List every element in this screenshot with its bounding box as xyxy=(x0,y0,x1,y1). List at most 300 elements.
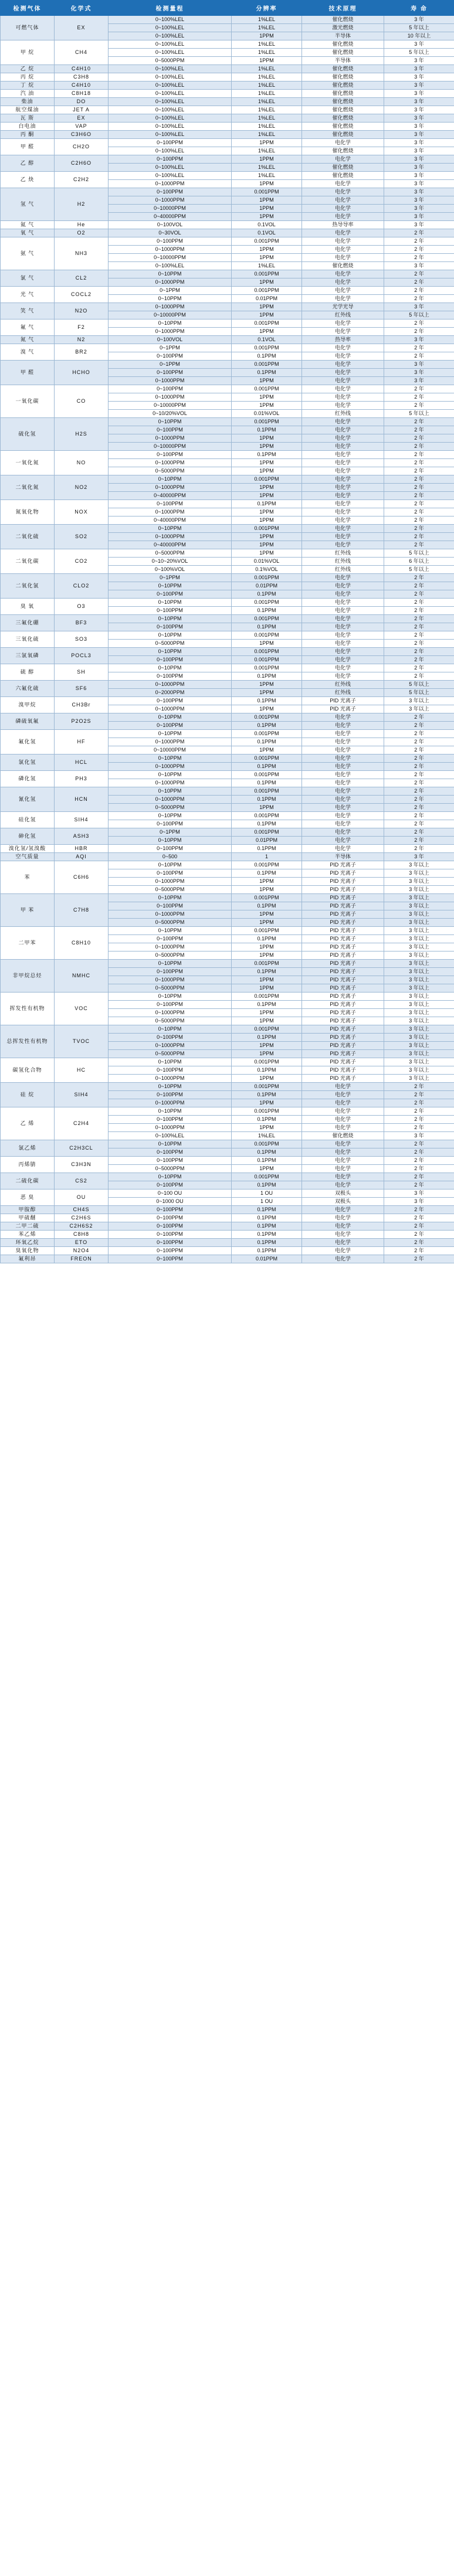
lifetime-cell: 2 年 xyxy=(384,648,454,656)
range-cell: 0~5000PPM xyxy=(109,886,232,894)
lifetime-cell: 2 年 xyxy=(384,270,454,278)
technology-cell: 电化学 xyxy=(302,426,384,434)
range-cell: 0~10/20%VOL xyxy=(109,410,232,418)
range-cell: 0~5000PPM xyxy=(109,804,232,812)
formula-cell: CH3Br xyxy=(55,697,109,713)
resolution-cell: 0.1PPM xyxy=(232,1091,302,1099)
lifetime-cell: 2 年 xyxy=(384,451,454,459)
formula-cell: BF3 xyxy=(55,615,109,631)
formula-cell: VAP xyxy=(55,123,109,131)
lifetime-cell: 3 年以上 xyxy=(384,697,454,705)
lifetime-cell: 3 年以上 xyxy=(384,878,454,886)
technology-cell: 催化燃烧 xyxy=(302,90,384,98)
gas-name-cell: 甲 醛 xyxy=(1,139,55,155)
formula-cell: C3H8 xyxy=(55,73,109,81)
technology-cell: 电化学 xyxy=(302,763,384,771)
range-cell: 0~10000PPM xyxy=(109,443,232,451)
range-cell: 0~10PPM xyxy=(109,320,232,328)
lifetime-cell: 3 年以上 xyxy=(384,976,454,984)
lifetime-cell: 2 年 xyxy=(384,820,454,828)
technology-cell: PID 光离子 xyxy=(302,1058,384,1066)
lifetime-cell: 3 年 xyxy=(384,98,454,106)
header-gas-name: 检测气体 xyxy=(1,1,55,16)
technology-cell: 电化学 xyxy=(302,188,384,196)
formula-cell: C2H6O xyxy=(55,155,109,172)
gas-name-cell: 氰化氢 xyxy=(1,787,55,812)
lifetime-cell: 2 年 xyxy=(384,664,454,672)
technology-cell: 热导导率 xyxy=(302,221,384,229)
range-cell: 0~100VOL xyxy=(109,221,232,229)
technology-cell: 电化学 xyxy=(302,738,384,746)
table-row xyxy=(1,1107,454,1116)
table-row xyxy=(1,270,454,278)
resolution-cell: 1PPM xyxy=(232,213,302,221)
technology-cell: 红外线 xyxy=(302,689,384,697)
resolution-cell: 0.001PPM xyxy=(232,993,302,1001)
technology-cell: 双极头 xyxy=(302,1190,384,1198)
table-row xyxy=(1,81,454,90)
resolution-cell: 0.1PPM xyxy=(232,1181,302,1190)
range-cell: 0~100PPM xyxy=(109,1239,232,1247)
resolution-cell: 1PPM xyxy=(232,878,302,886)
range-cell: 0~1000PPM xyxy=(109,779,232,787)
resolution-cell: 0.1PPM xyxy=(232,845,302,853)
resolution-cell: 1PPM xyxy=(232,155,302,164)
resolution-cell: 1PPM xyxy=(232,804,302,812)
resolution-cell: 1PPM xyxy=(232,508,302,516)
lifetime-cell: 2 年 xyxy=(384,590,454,599)
lifetime-cell: 3 年 xyxy=(384,172,454,180)
gas-name-cell: 笑 气 xyxy=(1,303,55,320)
resolution-cell: 0.1VOL xyxy=(232,336,302,344)
technology-cell: 电化学 xyxy=(302,1107,384,1116)
range-cell: 0~100PPM xyxy=(109,1222,232,1231)
gas-name-cell: 溴 气 xyxy=(1,344,55,361)
lifetime-cell: 2 年 xyxy=(384,607,454,615)
range-cell: 0~100PPM xyxy=(109,352,232,361)
technology-cell: 电化学 xyxy=(302,1231,384,1239)
technology-cell: 电化学 xyxy=(302,344,384,352)
technology-cell: 电化学 xyxy=(302,196,384,205)
technology-cell: 电化学 xyxy=(302,787,384,796)
resolution-cell: 1PPM xyxy=(232,1009,302,1017)
table-row xyxy=(1,131,454,139)
table-row xyxy=(1,648,454,656)
formula-cell: CL2 xyxy=(55,270,109,287)
range-cell: 0~10PPM xyxy=(109,270,232,278)
resolution-cell: 1%LEL xyxy=(232,40,302,49)
lifetime-cell: 3 年 xyxy=(384,853,454,861)
lifetime-cell: 2 年 xyxy=(384,574,454,582)
technology-cell: PID 光离子 xyxy=(302,943,384,951)
gas-name-cell: 甲胺醇 xyxy=(1,1206,55,1214)
range-cell: 0~100%LEL xyxy=(109,262,232,270)
table-row xyxy=(1,65,454,73)
formula-cell: ETO xyxy=(55,1239,109,1247)
range-cell: 0~500 xyxy=(109,853,232,861)
technology-cell: 电化学 xyxy=(302,1239,384,1247)
gas-name-cell: 乙 烷 xyxy=(1,65,55,73)
table-row xyxy=(1,599,454,607)
resolution-cell: 0.1PPM xyxy=(232,869,302,878)
resolution-cell: 0.1PPM xyxy=(232,697,302,705)
lifetime-cell: 3 年以上 xyxy=(384,1050,454,1058)
resolution-cell: 0.001PPM xyxy=(232,1058,302,1066)
range-cell: 0~100PPM xyxy=(109,1001,232,1009)
technology-cell: 红外线 xyxy=(302,410,384,418)
resolution-cell: 0.1PPM xyxy=(232,1157,302,1165)
resolution-cell: 1PPM xyxy=(232,459,302,467)
range-cell: 0~40000PPM xyxy=(109,492,232,500)
lifetime-cell: 3 年以上 xyxy=(384,951,454,960)
technology-cell: 催化燃烧 xyxy=(302,262,384,270)
table-row xyxy=(1,549,454,558)
range-cell: 0~100PPM xyxy=(109,1214,232,1222)
lifetime-cell: 3 年以上 xyxy=(384,1025,454,1034)
formula-cell: SIH4 xyxy=(55,812,109,828)
resolution-cell: 1PPM xyxy=(232,205,302,213)
range-cell: 0~1000PPM xyxy=(109,1099,232,1107)
resolution-cell: 1%LEL xyxy=(232,81,302,90)
resolution-cell: 0.1PPM xyxy=(232,1148,302,1157)
technology-cell: 电化学 xyxy=(302,746,384,755)
resolution-cell: 1PPM xyxy=(232,402,302,410)
technology-cell: 电化学 xyxy=(302,1206,384,1214)
range-cell: 0~100%VOL xyxy=(109,566,232,574)
range-cell: 0~10PPM xyxy=(109,295,232,303)
formula-cell: H2S xyxy=(55,418,109,451)
technology-cell: 电化学 xyxy=(302,180,384,188)
table-row xyxy=(1,123,454,131)
technology-cell: 电化学 xyxy=(302,730,384,738)
formula-cell: P2O2S xyxy=(55,713,109,730)
range-cell: 0~100PPM xyxy=(109,672,232,681)
technology-cell: 电化学 xyxy=(302,205,384,213)
technology-cell: 电化学 xyxy=(302,254,384,262)
range-cell: 0~10PPM xyxy=(109,713,232,722)
range-cell: 0~10000PPM xyxy=(109,205,232,213)
gas-name-cell: 甲 醛 xyxy=(1,361,55,385)
range-cell: 0~10PPM xyxy=(109,631,232,640)
gas-name-cell: 苯乙烯 xyxy=(1,1231,55,1239)
resolution-cell: 1%LEL xyxy=(232,172,302,180)
technology-cell: 电化学 xyxy=(302,812,384,820)
table-row xyxy=(1,106,454,114)
lifetime-cell: 2 年 xyxy=(384,484,454,492)
lifetime-cell: 2 年 xyxy=(384,1091,454,1099)
table-row xyxy=(1,40,454,49)
technology-cell: 电化学 xyxy=(302,648,384,656)
resolution-cell: 1PPM xyxy=(232,196,302,205)
lifetime-cell: 2 年 xyxy=(384,1222,454,1231)
lifetime-cell: 3 年 xyxy=(384,303,454,311)
table-row xyxy=(1,451,454,459)
table-row xyxy=(1,525,454,533)
technology-cell: 电化学 xyxy=(302,599,384,607)
gas-name-cell: 氯化氢 xyxy=(1,755,55,771)
technology-cell: 电化学 xyxy=(302,574,384,582)
formula-cell: CO2 xyxy=(55,549,109,574)
lifetime-cell: 3 年 xyxy=(384,131,454,139)
range-cell: 0~100PPM xyxy=(109,1091,232,1099)
technology-cell: PID 光离子 xyxy=(302,886,384,894)
technology-cell: 电化学 xyxy=(302,607,384,615)
technology-cell: 电化学 xyxy=(302,467,384,475)
resolution-cell: 0.001PPM xyxy=(232,960,302,968)
table-row xyxy=(1,615,454,623)
formula-cell: CH2O xyxy=(55,139,109,155)
resolution-cell: 0.001PPM xyxy=(232,664,302,672)
range-cell: 0~10PPM xyxy=(109,771,232,779)
lifetime-cell: 3 年以上 xyxy=(384,1066,454,1075)
range-cell: 0~100%LEL xyxy=(109,49,232,57)
formula-cell: NOX xyxy=(55,500,109,525)
lifetime-cell: 3 年以上 xyxy=(384,902,454,910)
range-cell: 0~5000PPM xyxy=(109,1050,232,1058)
range-cell: 0~100PPM xyxy=(109,968,232,976)
table-row xyxy=(1,361,454,369)
range-cell: 0~100%LEL xyxy=(109,65,232,73)
technology-cell: 催化燃烧 xyxy=(302,73,384,81)
gas-name-cell: 甲 烷 xyxy=(1,40,55,65)
technology-cell: 激光燃烧 xyxy=(302,24,384,32)
table-row xyxy=(1,812,454,820)
lifetime-cell: 3 年 xyxy=(384,377,454,385)
range-cell: 0~1000PPM xyxy=(109,180,232,188)
formula-cell: C8H18 xyxy=(55,90,109,98)
range-cell: 0~1000PPM xyxy=(109,1042,232,1050)
technology-cell: 电化学 xyxy=(302,1148,384,1157)
lifetime-cell: 3 年以上 xyxy=(384,960,454,968)
formula-cell: N2 xyxy=(55,336,109,344)
resolution-cell: 1PPM xyxy=(232,32,302,40)
lifetime-cell: 5 年以上 xyxy=(384,49,454,57)
range-cell: 0~10PPM xyxy=(109,1058,232,1066)
range-cell: 0~100%LEL xyxy=(109,73,232,81)
table-row xyxy=(1,418,454,426)
lifetime-cell: 2 年 xyxy=(384,475,454,484)
formula-cell: CO xyxy=(55,385,109,418)
table-row xyxy=(1,1190,454,1198)
resolution-cell: 0.1%VOL xyxy=(232,566,302,574)
gas-name-cell: 柴油 xyxy=(1,98,55,106)
formula-cell: SO3 xyxy=(55,631,109,648)
lifetime-cell: 2 年 xyxy=(384,295,454,303)
technology-cell: PID 光离子 xyxy=(302,861,384,869)
range-cell: 0~100PPM xyxy=(109,426,232,434)
resolution-cell: 1PPM xyxy=(232,180,302,188)
technology-cell: 电化学 xyxy=(302,492,384,500)
formula-cell: HF xyxy=(55,730,109,755)
technology-cell: 半导体 xyxy=(302,853,384,861)
lifetime-cell: 2 年 xyxy=(384,582,454,590)
gas-name-cell: 臭氧化物 xyxy=(1,1247,55,1255)
gas-name-cell: 乙 醇 xyxy=(1,155,55,172)
table-header xyxy=(1,1,454,16)
lifetime-cell: 2 年 xyxy=(384,796,454,804)
range-cell: 0~100PPM xyxy=(109,902,232,910)
formula-cell: C2H3CL xyxy=(55,1140,109,1157)
range-cell: 0~10PPM xyxy=(109,582,232,590)
range-cell: 0~100%LEL xyxy=(109,147,232,155)
technology-cell: 电化学 xyxy=(302,533,384,541)
range-cell: 0~100PPM xyxy=(109,451,232,459)
gas-name-cell: 碳氢化合物 xyxy=(1,1058,55,1083)
lifetime-cell: 2 年 xyxy=(384,1148,454,1157)
formula-cell: CS2 xyxy=(55,1173,109,1190)
lifetime-cell: 3 年 xyxy=(384,196,454,205)
resolution-cell: 0.001PPM xyxy=(232,812,302,820)
resolution-cell: 0.01PPM xyxy=(232,1255,302,1263)
formula-cell: TVOC xyxy=(55,1025,109,1058)
lifetime-cell: 2 年 xyxy=(384,828,454,837)
formula-cell: HCHO xyxy=(55,361,109,385)
lifetime-cell: 2 年 xyxy=(384,837,454,845)
technology-cell: 电化学 xyxy=(302,500,384,508)
lifetime-cell: 3 年以上 xyxy=(384,919,454,927)
technology-cell: 双极头 xyxy=(302,1198,384,1206)
range-cell: 0~100%LEL xyxy=(109,172,232,180)
formula-cell: HBR xyxy=(55,845,109,853)
table-row xyxy=(1,861,454,869)
resolution-cell: 0.001PPM xyxy=(232,787,302,796)
technology-cell: 电化学 xyxy=(302,1099,384,1107)
resolution-cell: 1%LEL xyxy=(232,147,302,155)
technology-cell: 电化学 xyxy=(302,722,384,730)
range-cell: 0~100PPM xyxy=(109,1255,232,1263)
technology-cell: PID 光离子 xyxy=(302,869,384,878)
range-cell: 0~10000PPM xyxy=(109,311,232,320)
formula-cell: NMHC xyxy=(55,960,109,993)
formula-cell: C4H10 xyxy=(55,81,109,90)
range-cell: 0~100%LEL xyxy=(109,24,232,32)
resolution-cell: 1PPM xyxy=(232,377,302,385)
range-cell: 0~10PPM xyxy=(109,861,232,869)
lifetime-cell: 2 年 xyxy=(384,229,454,237)
gas-name-cell: 白电油 xyxy=(1,123,55,131)
technology-cell: 电化学 xyxy=(302,516,384,525)
resolution-cell: 0.001PPM xyxy=(232,861,302,869)
formula-cell: HC xyxy=(55,1058,109,1083)
lifetime-cell: 3 年 xyxy=(384,361,454,369)
technology-cell: 半导体 xyxy=(302,57,384,65)
formula-cell: VOC xyxy=(55,993,109,1025)
table-row xyxy=(1,475,454,484)
resolution-cell: 0.01PPM xyxy=(232,582,302,590)
lifetime-cell: 2 年 xyxy=(384,426,454,434)
technology-cell: 电化学 xyxy=(302,1157,384,1165)
technology-cell: PID 光离子 xyxy=(302,894,384,902)
lifetime-cell: 2 年 xyxy=(384,533,454,541)
range-cell: 0~100PPM xyxy=(109,845,232,853)
resolution-cell: 0.001PPM xyxy=(232,771,302,779)
range-cell: 0~1000PPM xyxy=(109,246,232,254)
lifetime-cell: 3 年 xyxy=(384,123,454,131)
table-row xyxy=(1,155,454,164)
gas-name-cell: 氟化氢 xyxy=(1,730,55,755)
lifetime-cell: 3 年以上 xyxy=(384,1009,454,1017)
technology-cell: PID 光离子 xyxy=(302,968,384,976)
technology-cell: PID 光离子 xyxy=(302,984,384,993)
technology-cell: PID 光离子 xyxy=(302,1075,384,1083)
formula-cell: C4H10 xyxy=(55,65,109,73)
range-cell: 0~10000PPM xyxy=(109,254,232,262)
resolution-cell: 0.001PPM xyxy=(232,320,302,328)
resolution-cell: 1PPM xyxy=(232,705,302,713)
gas-name-cell: 丙 酮 xyxy=(1,131,55,139)
technology-cell: 催化燃烧 xyxy=(302,98,384,106)
range-cell: 0~100PPM xyxy=(109,369,232,377)
gas-name-cell: 甲硫醚 xyxy=(1,1214,55,1222)
gas-name-cell: 氢 气 xyxy=(1,188,55,221)
range-cell: 0~100PPM xyxy=(109,188,232,196)
gas-name-cell: 氦 气 xyxy=(1,221,55,229)
range-cell: 0~100PPM xyxy=(109,1247,232,1255)
technology-cell: 催化燃烧 xyxy=(302,131,384,139)
resolution-cell: 0.001PPM xyxy=(232,1173,302,1181)
technology-cell: PID 光离子 xyxy=(302,1001,384,1009)
technology-cell: 电化学 xyxy=(302,755,384,763)
technology-cell: 电化学 xyxy=(302,459,384,467)
range-cell: 0~5000PPM xyxy=(109,640,232,648)
range-cell: 0~100PPM xyxy=(109,1181,232,1190)
resolution-cell: 1PPM xyxy=(232,328,302,336)
lifetime-cell: 2 年 xyxy=(384,467,454,475)
resolution-cell: 1%LEL xyxy=(232,90,302,98)
technology-cell: 电化学 xyxy=(302,541,384,549)
resolution-cell: 0.001PPM xyxy=(232,237,302,246)
technology-cell: 红外线 xyxy=(302,566,384,574)
resolution-cell: 0.001PPM xyxy=(232,599,302,607)
resolution-cell: 0.001PPM xyxy=(232,828,302,837)
resolution-cell: 0.1PPM xyxy=(232,426,302,434)
technology-cell: 电化学 xyxy=(302,779,384,787)
technology-cell: PID 光离子 xyxy=(302,976,384,984)
technology-cell: 催化燃烧 xyxy=(302,164,384,172)
technology-cell: 电化学 xyxy=(302,713,384,722)
gas-name-cell: 溴化氢/氢溴酸 xyxy=(1,845,55,853)
gas-name-cell: 臭 氧 xyxy=(1,599,55,615)
gas-name-cell: 硫 醇 xyxy=(1,664,55,681)
lifetime-cell: 3 年 xyxy=(384,139,454,147)
gas-name-cell: 甲 苯 xyxy=(1,894,55,927)
range-cell: 0~1000PPM xyxy=(109,459,232,467)
lifetime-cell: 3 年 xyxy=(384,336,454,344)
lifetime-cell: 2 年 xyxy=(384,352,454,361)
lifetime-cell: 2 年 xyxy=(384,1239,454,1247)
resolution-cell: 1PPM xyxy=(232,443,302,451)
range-cell: 0~1000PPM xyxy=(109,1124,232,1132)
resolution-cell: 1PPM xyxy=(232,984,302,993)
technology-cell: 催化燃烧 xyxy=(302,106,384,114)
formula-cell: C8H8 xyxy=(55,1231,109,1239)
range-cell: 0~40000PPM xyxy=(109,516,232,525)
lifetime-cell: 2 年 xyxy=(384,1140,454,1148)
formula-cell: C3H3N xyxy=(55,1157,109,1173)
technology-cell: 电化学 xyxy=(302,1255,384,1263)
range-cell: 0~1000PPM xyxy=(109,484,232,492)
resolution-cell: 1%LEL xyxy=(232,1132,302,1140)
header-row xyxy=(1,1,454,16)
table-row xyxy=(1,787,454,796)
resolution-cell: 1PPM xyxy=(232,1124,302,1132)
technology-cell: 电化学 xyxy=(302,664,384,672)
range-cell: 0~10PPM xyxy=(109,993,232,1001)
lifetime-cell: 3 年以上 xyxy=(384,886,454,894)
resolution-cell: 1PPM xyxy=(232,533,302,541)
lifetime-cell: 3 年 xyxy=(384,147,454,155)
resolution-cell: 1PPM xyxy=(232,254,302,262)
